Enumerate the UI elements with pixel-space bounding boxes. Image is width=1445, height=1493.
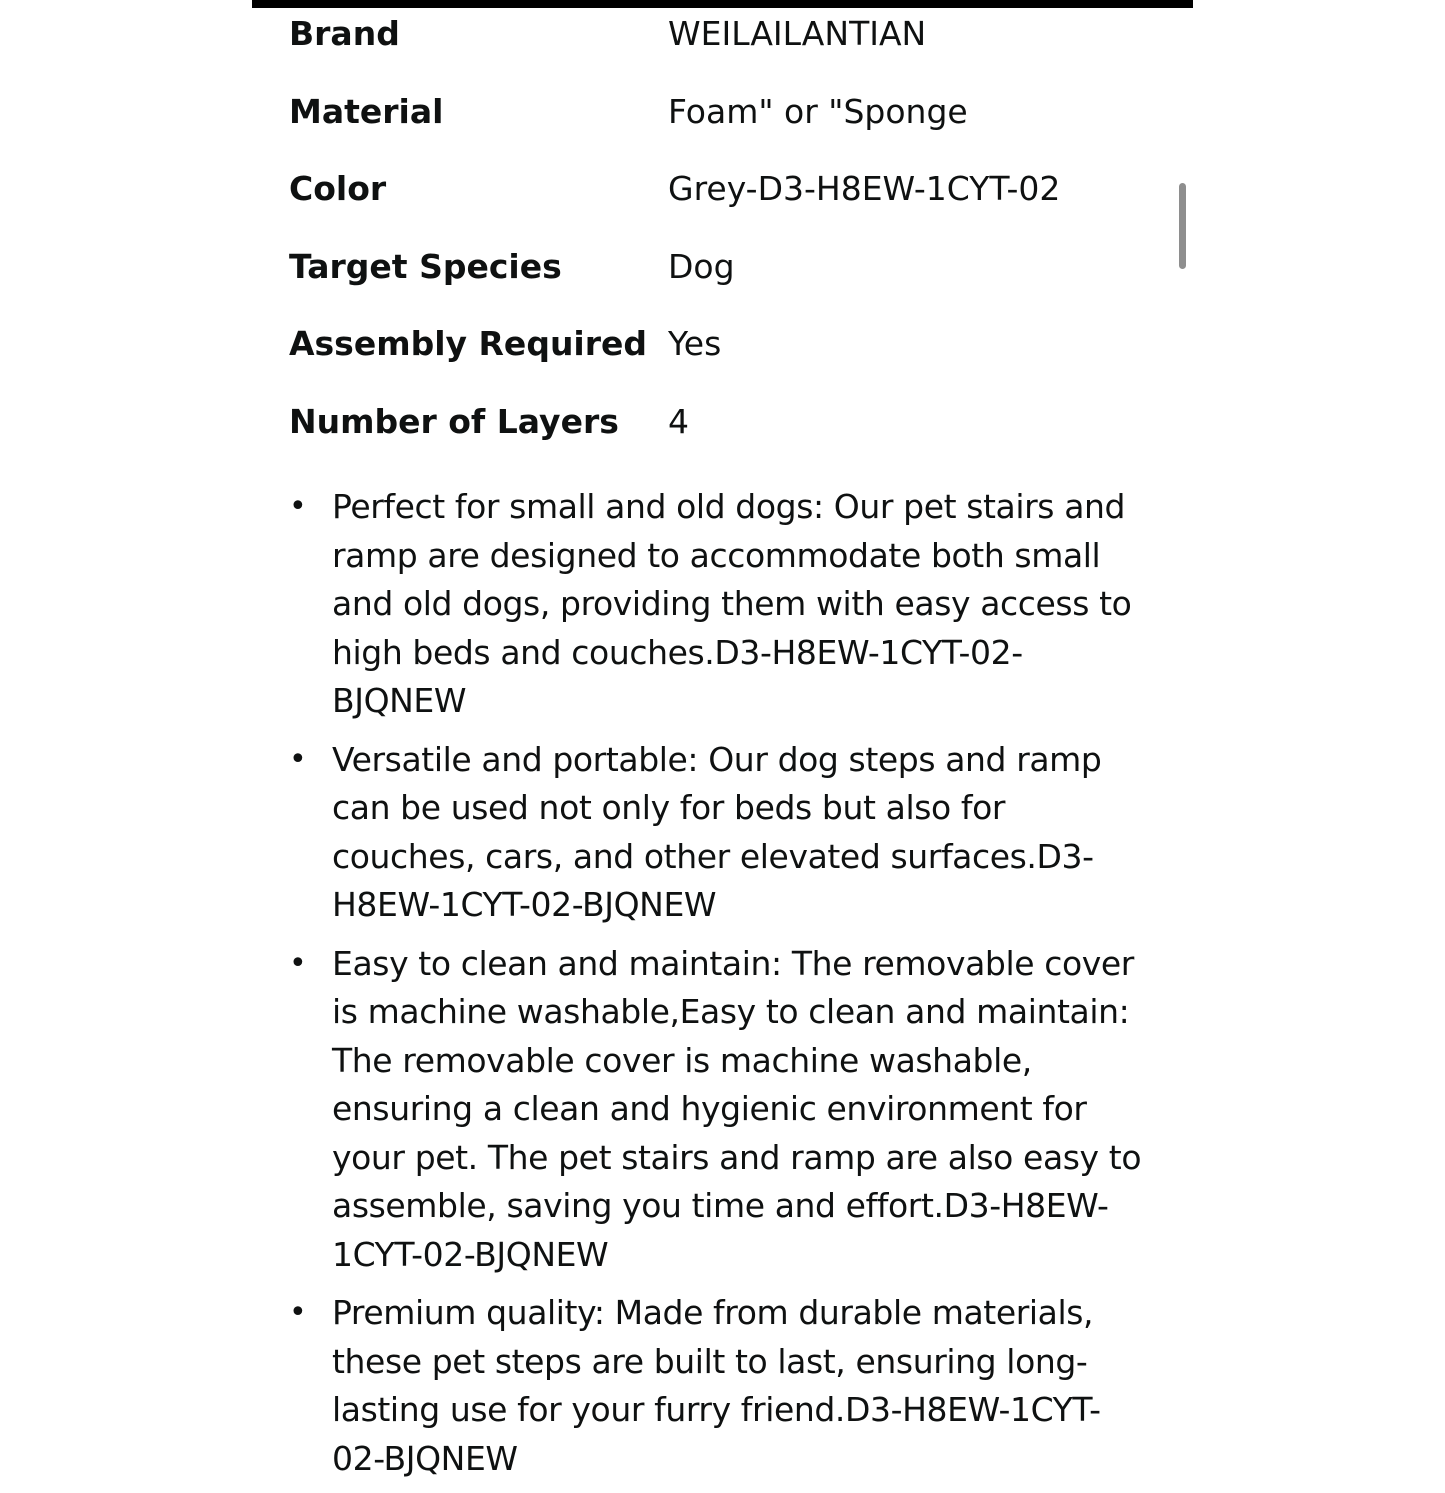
top-border-bar (252, 0, 1193, 8)
list-item (289, 483, 1159, 726)
spec-label: Material (289, 91, 444, 131)
spec-label: Brand (289, 14, 400, 53)
spec-row-number-of-layers (289, 398, 1169, 476)
spec-value: 4 (668, 401, 689, 441)
bullet-text: Versatile and portable: Our dog steps and ramp can be used not only for beds but also for couches, cars, and other elevated surfaces.D3-H8EW-1CYT-02-BJQNEW (332, 739, 1102, 924)
bullet-icon: • (289, 1295, 307, 1330)
scrollbar[interactable] (1179, 183, 1186, 269)
spec-row-color (289, 165, 1169, 243)
spec-row-brand (289, 10, 1169, 88)
spec-label: Assembly Required (289, 324, 648, 363)
spec-row-material (289, 88, 1169, 166)
spec-label: Color (289, 169, 387, 208)
spec-value: Yes (668, 324, 722, 363)
bullet-icon: • (289, 741, 307, 777)
spec-row-target-species (289, 243, 1169, 321)
list-item (289, 940, 1159, 1280)
list-item (289, 1289, 1159, 1483)
spec-value: Foam" or "Sponge (668, 91, 968, 131)
bullet-icon: • (289, 489, 307, 524)
spec-value: Dog (668, 246, 735, 286)
spec-label: Target Species (289, 246, 562, 286)
spec-label: Number of Layers (289, 401, 619, 441)
bullet-icon: • (289, 945, 307, 981)
spec-value: WEILAILANTIAN (668, 14, 927, 53)
spec-row-assembly-required (289, 320, 1169, 398)
product-specs-table (289, 10, 1169, 475)
bullet-text: Perfect for small and old dogs: Our pet stairs and ramp are designed to accommodate both small and old dogs, providing them with easy access to high beds and couches.D3-H8EW-1CYT-02-BJQNEW (332, 487, 1132, 720)
spec-value: Grey-D3-H8EW-1CYT-02 (668, 169, 1061, 208)
bullet-text: Easy to clean and maintain: The removable cover is machine washable,Easy to clean and maintain: The removable cover is machine washable, ensuring a clean and hygienic environment for your pet. The pet stairs and ramp are also easy to assemble, saving you time and effort.D3-H8EW-1CYT-02-BJQNEW (332, 943, 1142, 1274)
feature-bullet-list (289, 483, 1159, 1493)
list-item (289, 736, 1159, 930)
bullet-text: Premium quality: Made from durable materials, these pet steps are built to last, ensuring long-lasting use for your furry friend.D3-H8EW-1CYT-02-BJQNEW (332, 1293, 1101, 1478)
